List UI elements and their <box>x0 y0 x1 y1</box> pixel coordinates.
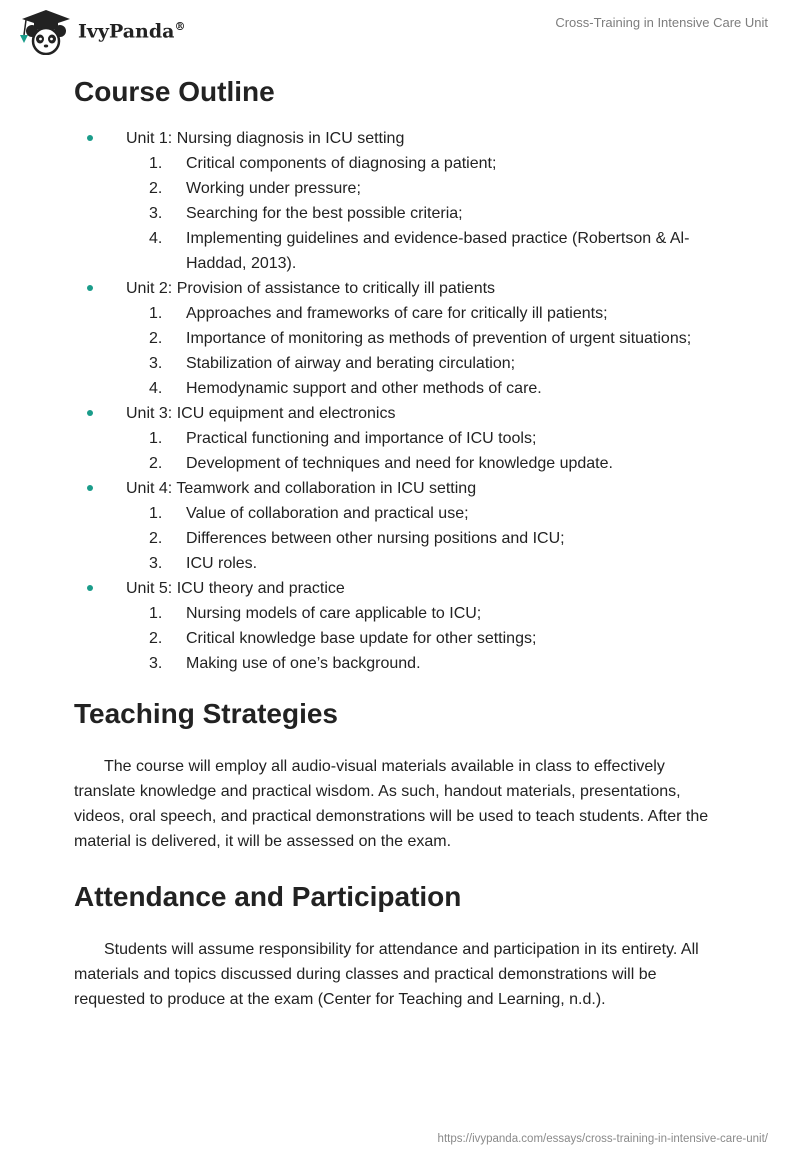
subitem-text: Nursing models of care applicable to ICU; <box>186 605 482 622</box>
subitem-number: 1. <box>149 505 163 522</box>
unit-label: Unit 1: Nursing diagnosis in ICU setting <box>126 130 405 147</box>
subitem-number: 1. <box>149 430 163 447</box>
document-title: Cross-Training in Intensive Care Unit <box>555 15 768 30</box>
document-body <box>74 70 724 1012</box>
unit-subitem <box>74 501 724 526</box>
unit-subitem-list <box>126 601 724 676</box>
attendance-paragraph: Students will assume responsibility for attendance and participation in its entirety. All materials and topics discussed during classes and practical demonstrations will be requested to produce at the exam (Center for Teaching and Learning, n.d.). <box>74 941 699 1008</box>
heading-course-outline: Course Outline <box>74 76 275 107</box>
subitem-text: Value of collaboration and practical use; <box>186 505 469 522</box>
subitem-number: 2. <box>149 330 163 347</box>
bullet-dot-icon <box>87 485 93 491</box>
subitem-number: 1. <box>149 155 163 172</box>
unit-item <box>74 476 724 576</box>
unit-item <box>74 276 724 401</box>
subitem-text: Critical components of diagnosing a patient; <box>186 155 497 172</box>
unit-subitem-list <box>126 426 724 476</box>
subitem-number: 2. <box>149 630 163 647</box>
page-header <box>0 0 800 60</box>
unit-label: Unit 5: ICU theory and practice <box>126 580 345 597</box>
subitem-text: Making use of one’s background. <box>186 655 421 672</box>
subitem-text: Importance of monitoring as methods of prevention of urgent situations; <box>186 330 692 347</box>
subitem-text: Approaches and frameworks of care for critically ill patients; <box>186 305 608 322</box>
bullet-dot-icon <box>87 410 93 416</box>
unit-subitem <box>74 376 724 401</box>
unit-subitem <box>74 426 724 451</box>
subitem-text: Critical knowledge base update for other settings; <box>186 630 537 647</box>
subitem-text: Searching for the best possible criteria; <box>186 205 463 222</box>
section-attendance <box>74 877 724 1012</box>
unit-item <box>74 576 724 676</box>
unit-subitem <box>74 451 724 476</box>
unit-subitem <box>74 651 724 676</box>
subitem-number: 3. <box>149 355 163 372</box>
subitem-number: 2. <box>149 180 163 197</box>
subitem-text: Differences between other nursing positions and ICU; <box>186 530 565 547</box>
subitem-number: 1. <box>149 605 163 622</box>
unit-subitem <box>74 326 724 351</box>
subitem-text: Working under pressure; <box>186 180 361 197</box>
heading-attendance-participation: Attendance and Participation <box>74 881 462 912</box>
unit-subitem <box>74 526 724 551</box>
subitem-text: Stabilization of airway and berating circulation; <box>186 355 516 372</box>
unit-item <box>74 401 724 476</box>
subitem-number: 3. <box>149 655 163 672</box>
bullet-dot-icon <box>87 285 93 291</box>
subitem-number: 2. <box>149 530 163 547</box>
section-teaching-strategies <box>74 694 724 854</box>
subitem-number: 3. <box>149 205 163 222</box>
subitem-text: Development of techniques and need for knowledge update. <box>186 455 613 472</box>
unit-subitem <box>74 301 724 326</box>
unit-subitem <box>74 351 724 376</box>
subitem-number: 4. <box>149 380 163 397</box>
panda-graduate-icon <box>16 9 72 55</box>
unit-subitem <box>74 201 724 226</box>
registered-mark: ® <box>174 19 186 33</box>
unit-subitem <box>74 551 724 576</box>
ivypanda-logo[interactable] <box>16 9 185 55</box>
unit-item <box>74 126 724 276</box>
subitem-text: Hemodynamic support and other methods of care. <box>186 380 542 397</box>
unit-list <box>74 126 724 676</box>
unit-subitem <box>74 626 724 651</box>
unit-subitem-list <box>126 301 724 401</box>
subitem-number: 3. <box>149 555 163 572</box>
subitem-number: 1. <box>149 305 163 322</box>
bullet-dot-icon <box>87 135 93 141</box>
unit-subitem-list <box>126 151 724 276</box>
subitem-number: 4. <box>149 230 163 247</box>
unit-subitem <box>74 176 724 201</box>
logo-text: IvyPanda® <box>78 19 186 43</box>
unit-label: Unit 3: ICU equipment and electronics <box>126 405 396 422</box>
unit-label: Unit 4: Teamwork and collaboration in ICU setting <box>126 480 477 497</box>
unit-subitem <box>74 601 724 626</box>
source-url-link[interactable]: https://ivypanda.com/essays/cross-training-in-intensive-care-unit/ <box>437 1133 768 1145</box>
subitem-text: Practical functioning and importance of ICU tools; <box>186 430 537 447</box>
subitem-text: Implementing guidelines and evidence-based practice (Robertson & Al-Haddad, 2013). <box>186 230 690 272</box>
unit-subitem <box>74 226 724 276</box>
subitem-text: ICU roles. <box>186 555 258 572</box>
unit-subitem-list <box>126 501 724 576</box>
bullet-dot-icon <box>87 585 93 591</box>
heading-teaching-strategies: Teaching Strategies <box>74 698 339 729</box>
teaching-strategies-paragraph: The course will employ all audio-visual materials available in class to effectively translate knowledge and practical wisdom. As such, handout materials, presentations, videos, oral speech, and practical demonstrations will be used to teach students. After the material is delivered, it will be assessed on the exam. <box>74 758 709 850</box>
unit-label: Unit 2: Provision of assistance to critically ill patients <box>126 280 496 297</box>
subitem-number: 2. <box>149 455 163 472</box>
unit-subitem <box>74 151 724 176</box>
